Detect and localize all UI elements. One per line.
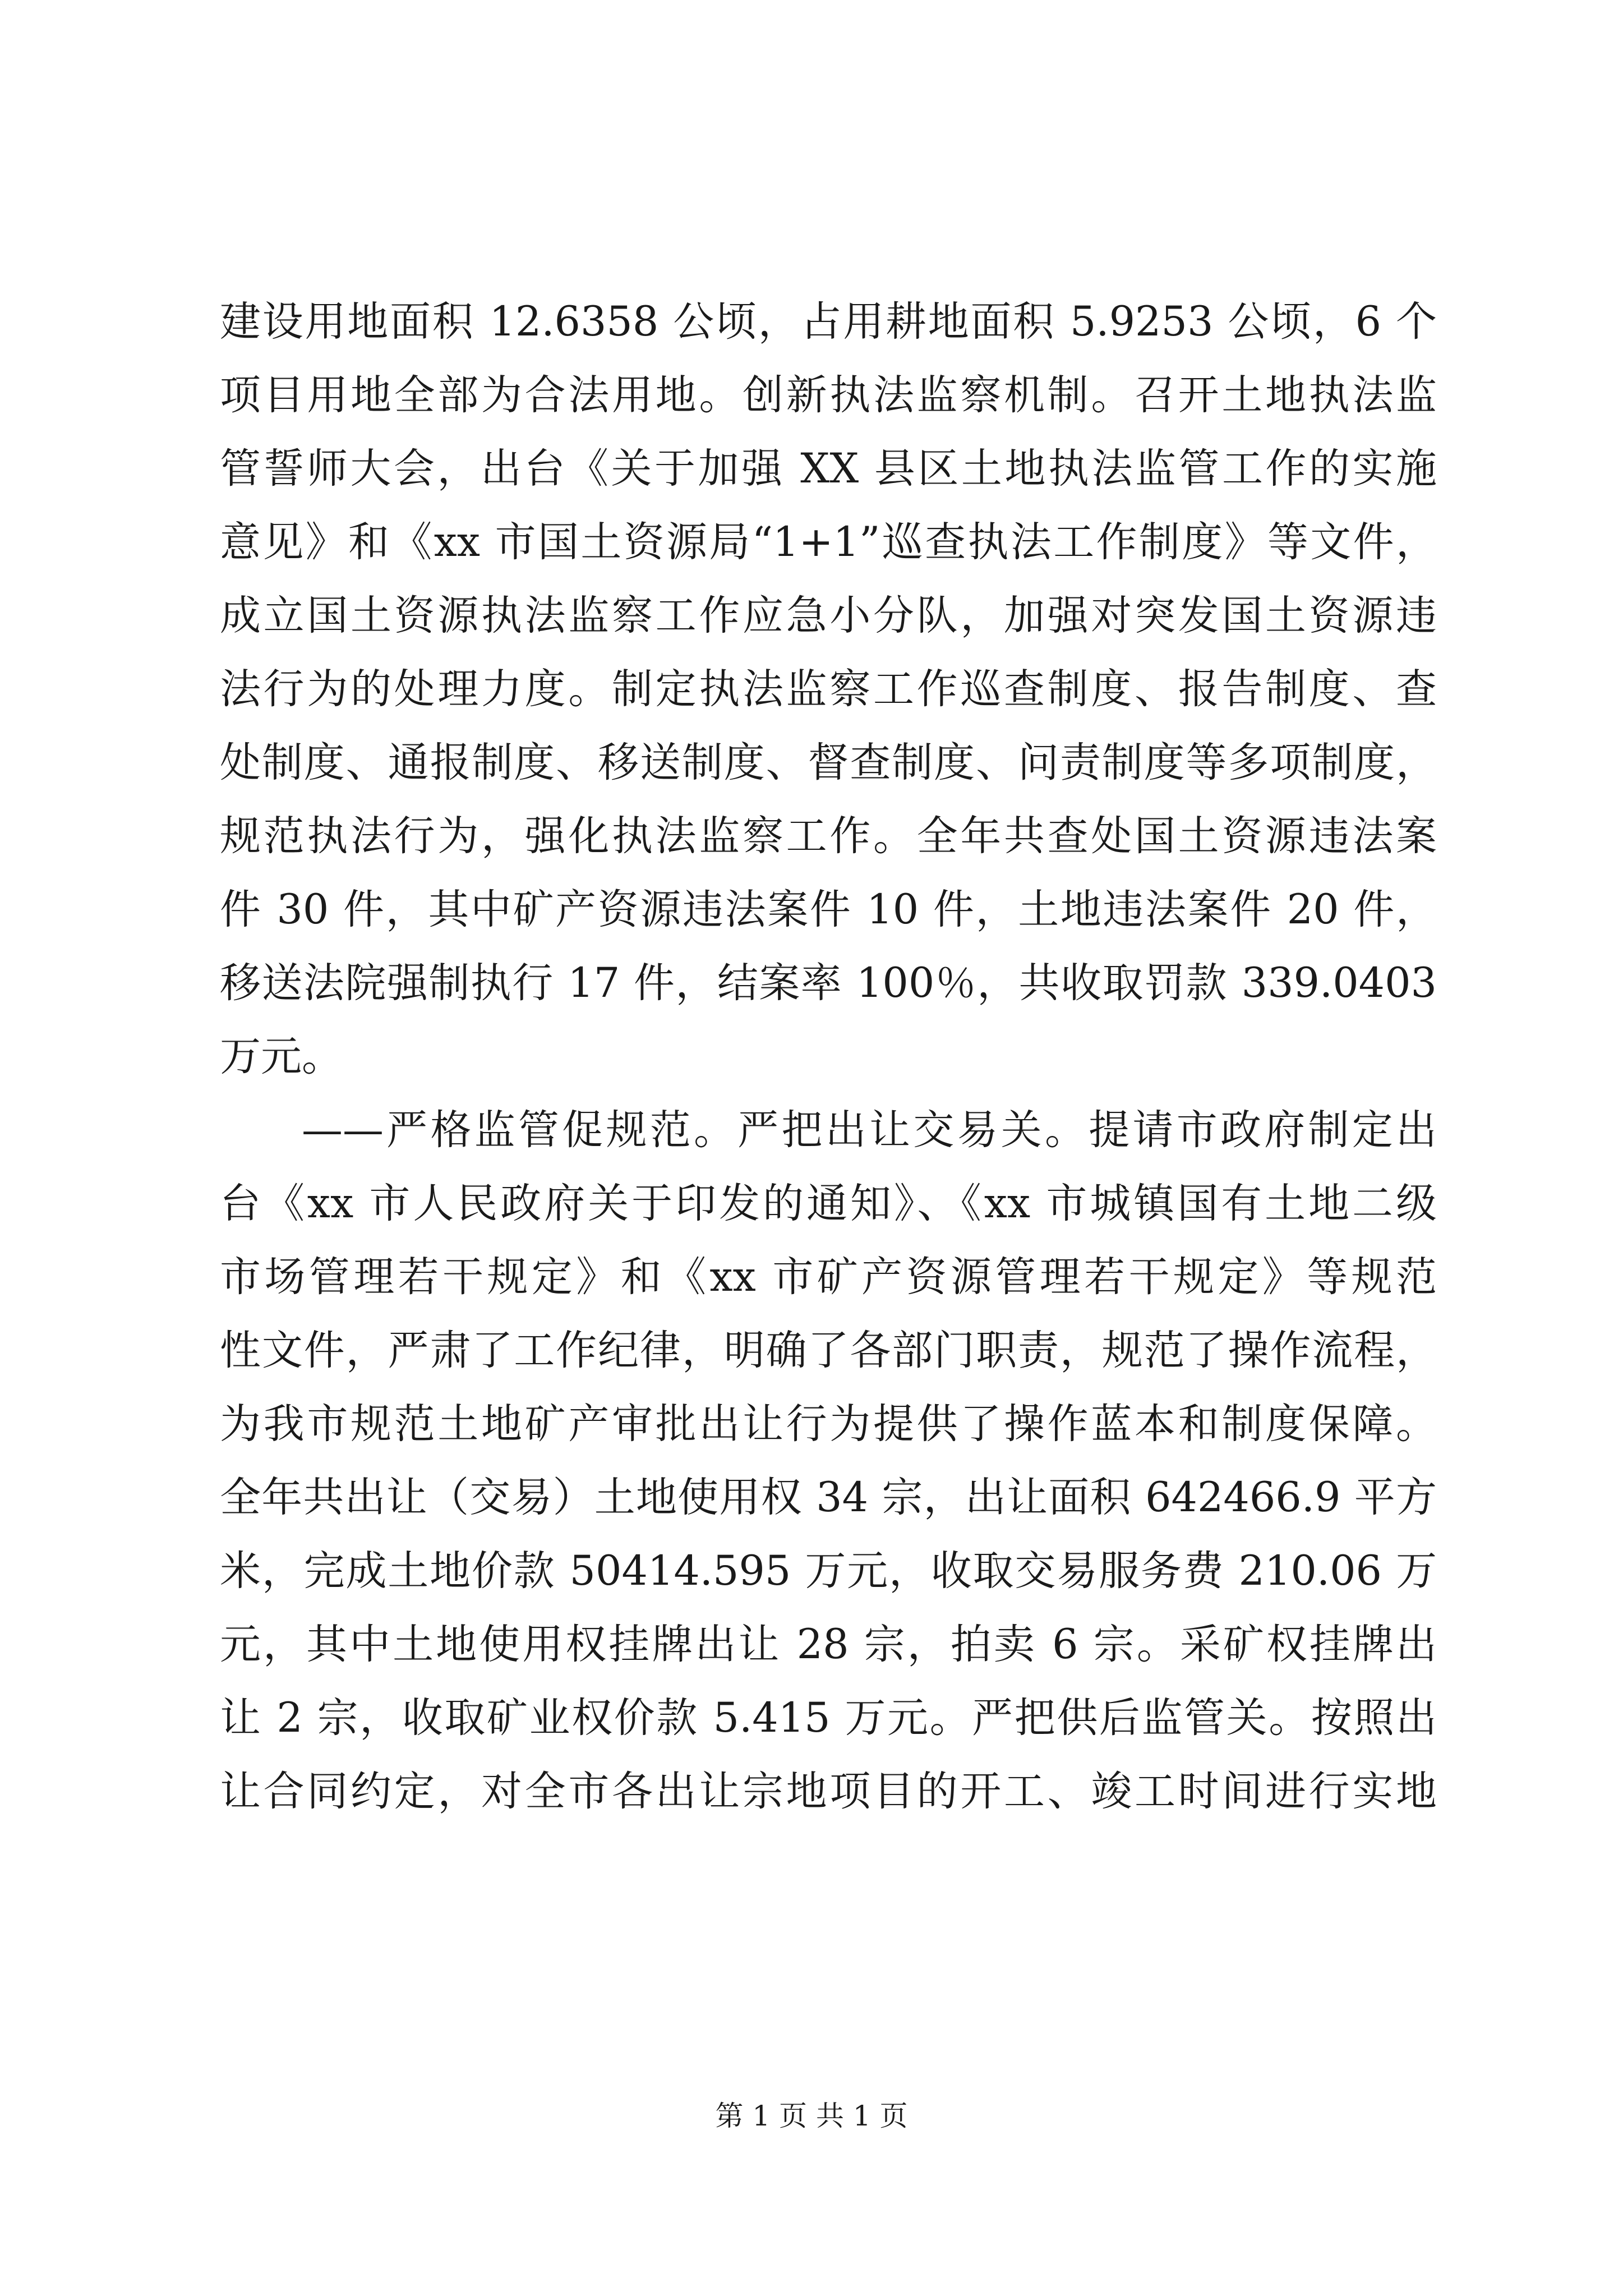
page-number: 第 1 页 共 1 页 bbox=[715, 2100, 908, 2132]
text-line-11: 万元。 bbox=[220, 1033, 343, 1080]
text-line-6: 法行为的处理力度。制定执法监察工作巡查制度、报告制度、查 bbox=[220, 665, 1437, 713]
text-line-19: 元，其中土地使用权挂牌出让 28 宗，拍卖 6 宗。采矿权挂牌出 bbox=[220, 1621, 1437, 1668]
text-line-16: 为我市规范土地矿产审批出让行为提供了操作蓝本和制度保障。 bbox=[220, 1400, 1437, 1448]
text-line-12: ——严格监管促规范。严把出让交易关。提请市政府制定出 bbox=[302, 1106, 1437, 1154]
text-line-18: 米，完成土地价款 50414.595 万元，收取交易服务费 210.06 万 bbox=[220, 1547, 1437, 1595]
text-line-5: 成立国土资源执法监察工作应急小分队，加强对突发国土资源违 bbox=[220, 592, 1437, 639]
text-line-10: 移送法院强制执行 17 件，结案率 100％，共收取罚款 339.0403 bbox=[220, 959, 1437, 1007]
text-line-17: 全年共出让（交易）土地使用权 34 宗，出让面积 642466.9 平方 bbox=[220, 1474, 1437, 1521]
text-line-1: 建设用地面积 12.6358 公顷，占用耕地面积 5.9253 公顷，6 个 bbox=[220, 298, 1437, 346]
text-line-21: 让合同约定，对全市各出让宗地项目的开工、竣工时间进行实地 bbox=[220, 1768, 1437, 1815]
text-line-13: 台《xx 市人民政府关于印发的通知》、《xx 市城镇国有土地二级 bbox=[220, 1180, 1437, 1227]
text-line-20: 让 2 宗，收取矿业权价款 5.415 万元。严把供后监管关。按照出 bbox=[220, 1694, 1437, 1742]
text-line-3: 管誓师大会，出台《关于加强 XX 县区土地执法监管工作的实施 bbox=[220, 445, 1437, 493]
text-line-4: 意见》和《xx 市国土资源局“1+1”巡查执法工作制度》等文件， bbox=[220, 518, 1437, 566]
text-line-2: 项目用地全部为合法用地。创新执法监察机制。召开土地执法监 bbox=[220, 371, 1437, 419]
page-footer bbox=[0, 2099, 1623, 2133]
text-line-14: 市场管理若干规定》和《xx 市矿产资源管理若干规定》等规范 bbox=[220, 1253, 1437, 1301]
text-line-9: 件 30 件，其中矿产资源违法案件 10 件，土地违法案件 20 件， bbox=[220, 886, 1437, 933]
text-line-7: 处制度、通报制度、移送制度、督查制度、问责制度等多项制度， bbox=[220, 739, 1437, 786]
text-line-8: 规范执法行为，强化执法监察工作。全年共查处国土资源违法案 bbox=[220, 812, 1437, 860]
document-body bbox=[220, 285, 1437, 1828]
text-line-15: 性文件，严肃了工作纪律，明确了各部门职责，规范了操作流程， bbox=[220, 1327, 1437, 1374]
